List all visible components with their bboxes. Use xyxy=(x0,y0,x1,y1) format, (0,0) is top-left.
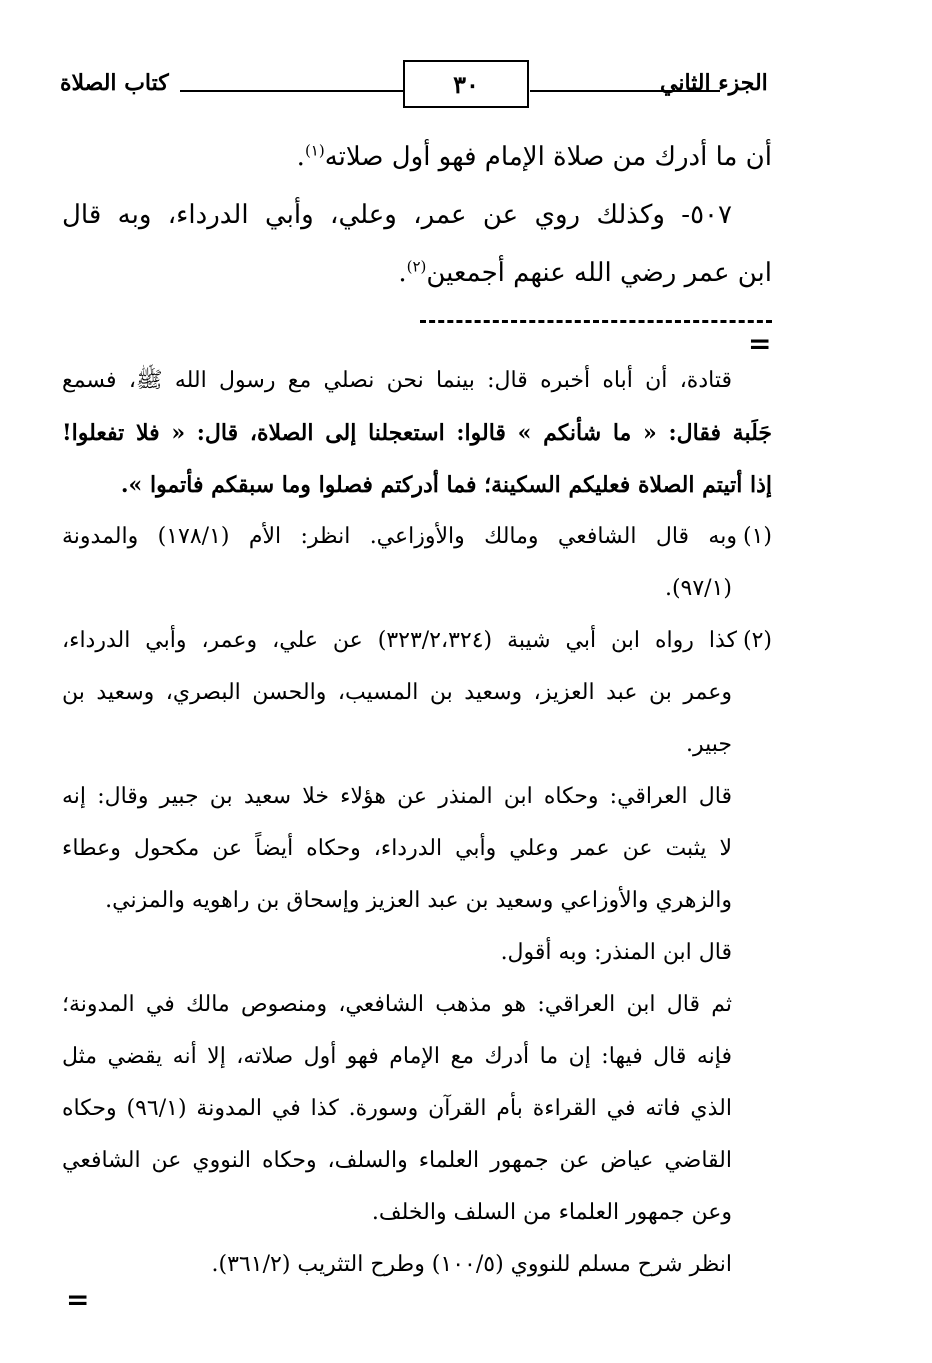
footnote-1-line-2: (٩٧/١). xyxy=(664,576,732,601)
footnote-2-line-12: انظر شرح مسلم للنووي (١٠٠/٥) وطرح التثريب (٣٦١/٢). xyxy=(211,1252,732,1277)
footnote-ref-1: (١) xyxy=(304,141,325,160)
footnote-continuation-line-2: جَلَبة فقال: « ما شأنكم » قالوا: استعجلنا إلى الصلاة، قال: « فلا تفعلوا! xyxy=(62,420,772,446)
book-title: كتاب الصلاة xyxy=(60,70,169,96)
main-paragraph-1 xyxy=(62,128,772,186)
page-end-equals-mark: = xyxy=(66,1283,90,1316)
main-paragraph-1-end: . xyxy=(296,142,305,172)
footnote-continuation-line-3: إذا أتيتم الصلاة فعليكم السكينة؛ فما أدركتم فصلوا وما سبقكم فأتموا ». xyxy=(120,472,772,498)
page-header xyxy=(60,52,772,122)
footnote-2-line-7: ثم قال ابن العراقي: هو مذهب الشافعي، ومنصوص مالك في المدونة؛ xyxy=(62,992,732,1017)
footnote-2-line-10: القاضي عياض عن جمهور العلماء والسلف، وحكاه النووي عن الشافعي xyxy=(62,1148,732,1173)
main-paragraph-2-end: . xyxy=(398,258,407,288)
footnote-2-line-5: والزهري والأوزاعي وسعيد بن عبد العزيز وإسحاق بن راهويه والمزني. xyxy=(105,888,732,913)
separator-equals-mark: = xyxy=(748,327,772,360)
main-paragraph-2-line-2 xyxy=(62,244,772,302)
footnotes xyxy=(62,355,772,1291)
footnote-2-line-11: وعن جمهور العلماء من السلف والخلف. xyxy=(371,1200,732,1225)
footnote-2-line-9: الذي فاته في القراءة بأم القرآن وسورة. كذا في المدونة (٩٦/١) وحكاه xyxy=(62,1096,732,1121)
footnote-1-line-1 xyxy=(62,511,772,563)
footnote-2-number: (٢) xyxy=(742,628,772,653)
footnote-continuation-line-1: قتادة، أن أباه أخبره قال: بينما نحن نصلي مع رسول الله ﷺ، فسمع xyxy=(62,368,732,393)
footnote-2-line-2: وعمر بن عبد العزيز، وسعيد بن المسيب، والحسن البصري، وسعيد بن جبير. xyxy=(62,680,732,757)
main-paragraph-2-line-2-text: ابن عمر رضي الله عنهم أجمعين xyxy=(426,258,772,288)
footnote-2-line-1 xyxy=(62,615,772,667)
footnote-2-line-4: لا يثبت عن عمر وعلي وأبي الدرداء، وحكاه أيضاً عن مكحول وعطاء xyxy=(62,836,732,861)
main-paragraph-2-line-1: ٥٠٧- وكذلك روي عن عمر، وعلي، وأبي الدرداء، وبه قال xyxy=(62,200,732,230)
footnote-2-line-8: فإنه قال فيها: إن ما أدرك مع الإمام فهو أول صلاته، إلا أنه يقضي مثل xyxy=(62,1044,732,1069)
footnote-2-line-6: قال ابن المنذر: وبه أقول. xyxy=(500,940,732,965)
footnote-ref-2: (٢) xyxy=(406,257,427,276)
footnote-1-text: وبه قال الشافعي ومالك والأوزاعي. انظر: الأم (١٧٨/١) والمدونة xyxy=(62,524,737,549)
main-paragraph-1-text: أن ما أدرك من صلاة الإمام فهو أول صلاته xyxy=(324,142,772,172)
footnote-2-text: كذا رواه ابن أبي شيبة (٣٢٣/٢،٣٢٤) عن علي، وعمر، وأبي الدرداء، xyxy=(62,628,737,653)
page-number: ٣٠ xyxy=(403,60,529,108)
main-text xyxy=(62,128,772,302)
volume-title: الجزء الثاني xyxy=(660,70,768,96)
footnote-2-line-3: قال العراقي: وحكاه ابن المنذر عن هؤلاء خلا سعيد بن جبير وقال: إنه xyxy=(62,784,732,809)
footnote-1-number: (١) xyxy=(742,524,772,549)
footnote-separator xyxy=(420,320,772,323)
